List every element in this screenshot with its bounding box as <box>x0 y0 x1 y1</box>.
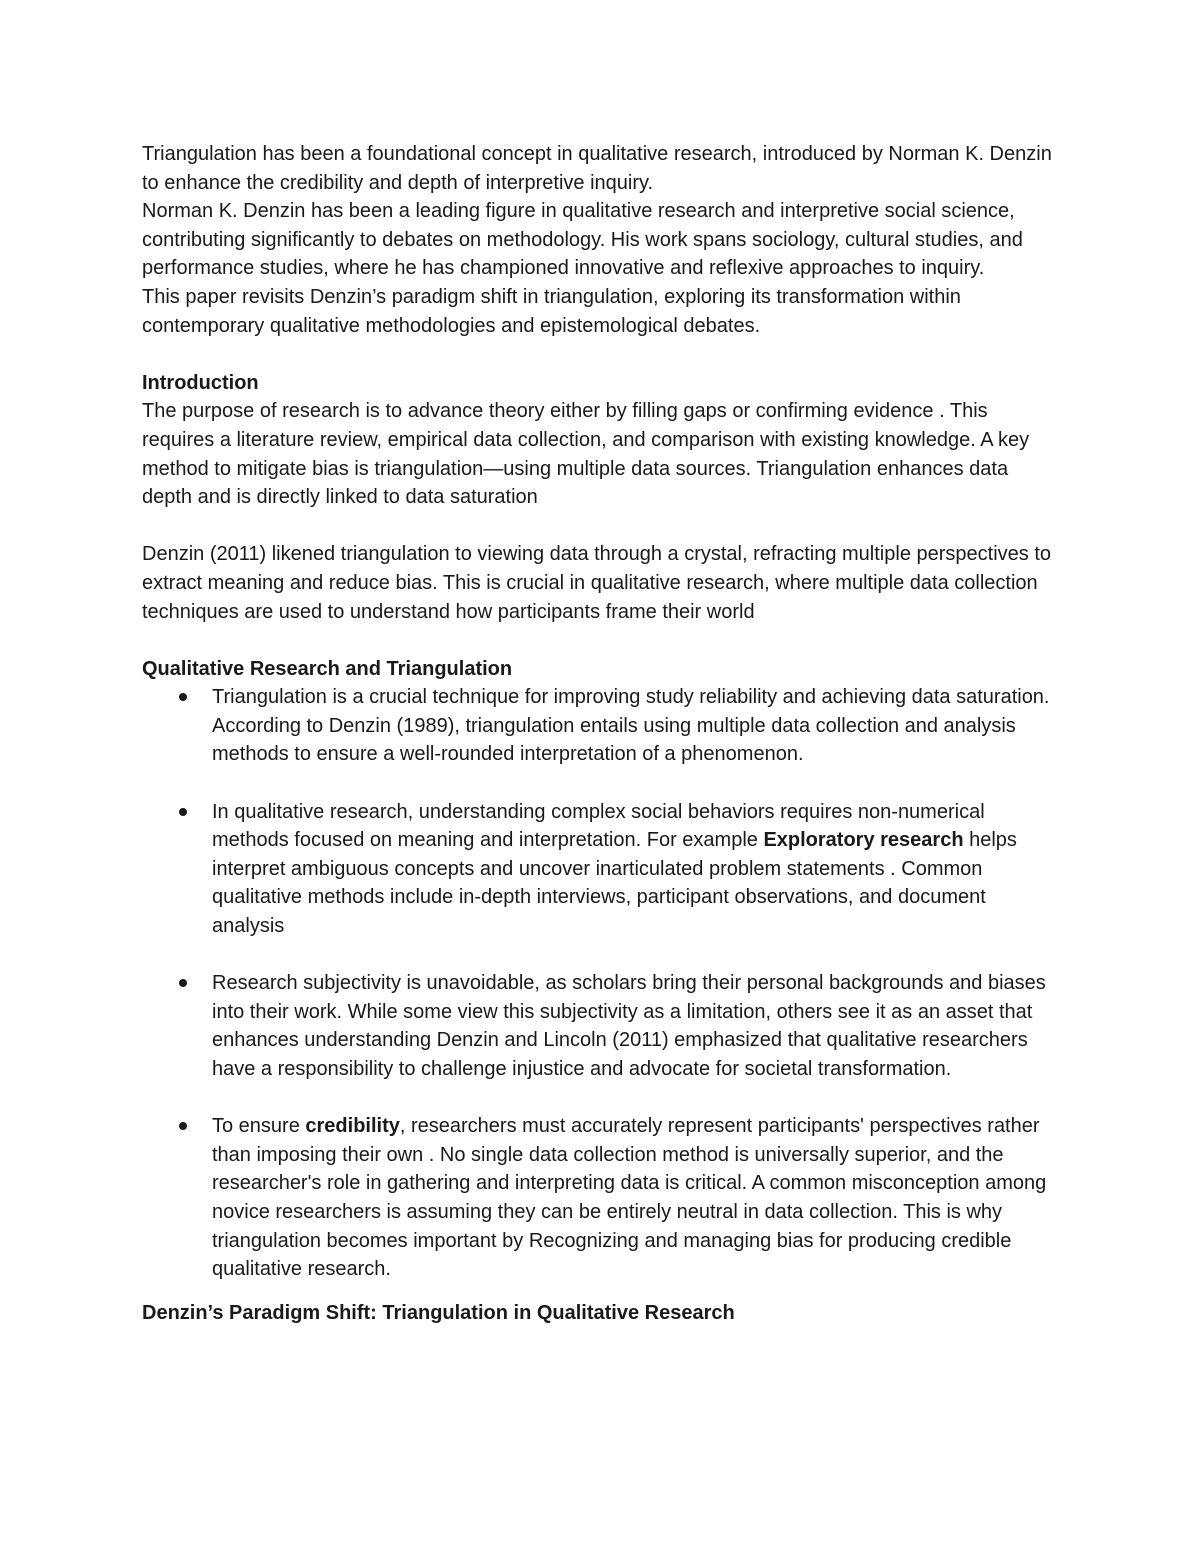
document-page <box>142 140 1062 1327</box>
paradigm-shift-heading: Denzin’s Paradigm Shift: Triangulation in Qualitative Research <box>142 1301 735 1324</box>
intro-paragraph-1: Triangulation has been a foundational concept in qualitative research, introduced by Norman K. Denzin to enhance the credibility and depth of interpretive inquiry. <box>142 143 1052 194</box>
bullet-text-before: In qualitative research, understanding complex social behaviors requires non-numerical methods focused on meaning and interpretation. For example <box>212 800 985 852</box>
bullet-text-before: To ensure <box>212 1115 306 1138</box>
list-item <box>142 798 1062 941</box>
bullet-text: Triangulation is a crucial technique for improving study reliability and achieving data saturation. According to Denzin (1989), triangulation entails using multiple data collection and analysis methods to ensure a well-rounded interpretation of a phenomenon. <box>212 686 1050 766</box>
bullet-text-after: , researchers must accurately represent participants' perspectives rather than imposing their own . No single data collection method is universally superior, and the researcher's role in gathering and interpreting data is critical. A common misconception among novice researchers is assuming they can be entirely neutral in data collection. This is why triangulation becomes important by Recognizing and managing bias for producing credible qualitative research. <box>212 1115 1047 1281</box>
list-item <box>142 969 1062 1083</box>
bullet-bold-term: credibility <box>305 1115 400 1138</box>
qualitative-bullet-list <box>142 683 1062 1283</box>
bullet-icon <box>179 808 187 816</box>
blank-line <box>142 626 1062 655</box>
list-item <box>142 683 1062 769</box>
intro-paragraph-2: Norman K. Denzin has been a leading figure in qualitative research and interpretive social science, contributing significantly to debates on methodology. His work spans sociology, cultural studies, and performance studies, where he has championed innovative and reflexive approaches to inquiry. <box>142 200 1023 280</box>
introduction-paragraph-1: The purpose of research is to advance theory either by filling gaps or confirming evidence . This requires a literature review, empirical data collection, and comparison with existing knowledge. A key method to mitigate bias is triangulation—using multiple data sources. Triangulation enhances data depth and is directly linked to data saturation <box>142 400 1030 509</box>
blank-line <box>142 512 1062 541</box>
introduction-heading: Introduction <box>142 371 259 394</box>
list-item <box>142 1112 1062 1284</box>
bullet-icon <box>179 1122 187 1130</box>
bullet-text: Research subjectivity is unavoidable, as scholars bring their personal backgrounds and biases into their work. While some view this subjectivity as a limitation, others see it as an asset that enhances understanding Denzin and Lincoln (2011) emphasized that qualitative researchers have a responsibility to challenge injustice and advocate for societal transformation. <box>212 972 1046 1080</box>
blank-line <box>142 340 1062 369</box>
bullet-icon <box>179 693 187 701</box>
bullet-text-after: helps interpret ambiguous concepts and uncover inarticulated problem statements . Common qualitative methods include in-depth interviews, participant observations, and document analysis <box>212 829 1017 938</box>
bullet-icon <box>179 979 187 987</box>
introduction-paragraph-2: Denzin (2011) likened triangulation to viewing data through a crystal, refracting multiple perspectives to extract meaning and reduce bias. This is crucial in qualitative research, where multiple data collection techniques are used to understand how participants frame their world <box>142 543 1052 623</box>
bullet-bold-term: Exploratory research <box>763 829 964 852</box>
qualitative-section-heading: Qualitative Research and Triangulation <box>142 657 513 680</box>
intro-paragraph-3: This paper revisits Denzin’s paradigm shift in triangulation, exploring its transformation within contemporary qualitative methodologies and epistemological debates. <box>142 285 961 337</box>
